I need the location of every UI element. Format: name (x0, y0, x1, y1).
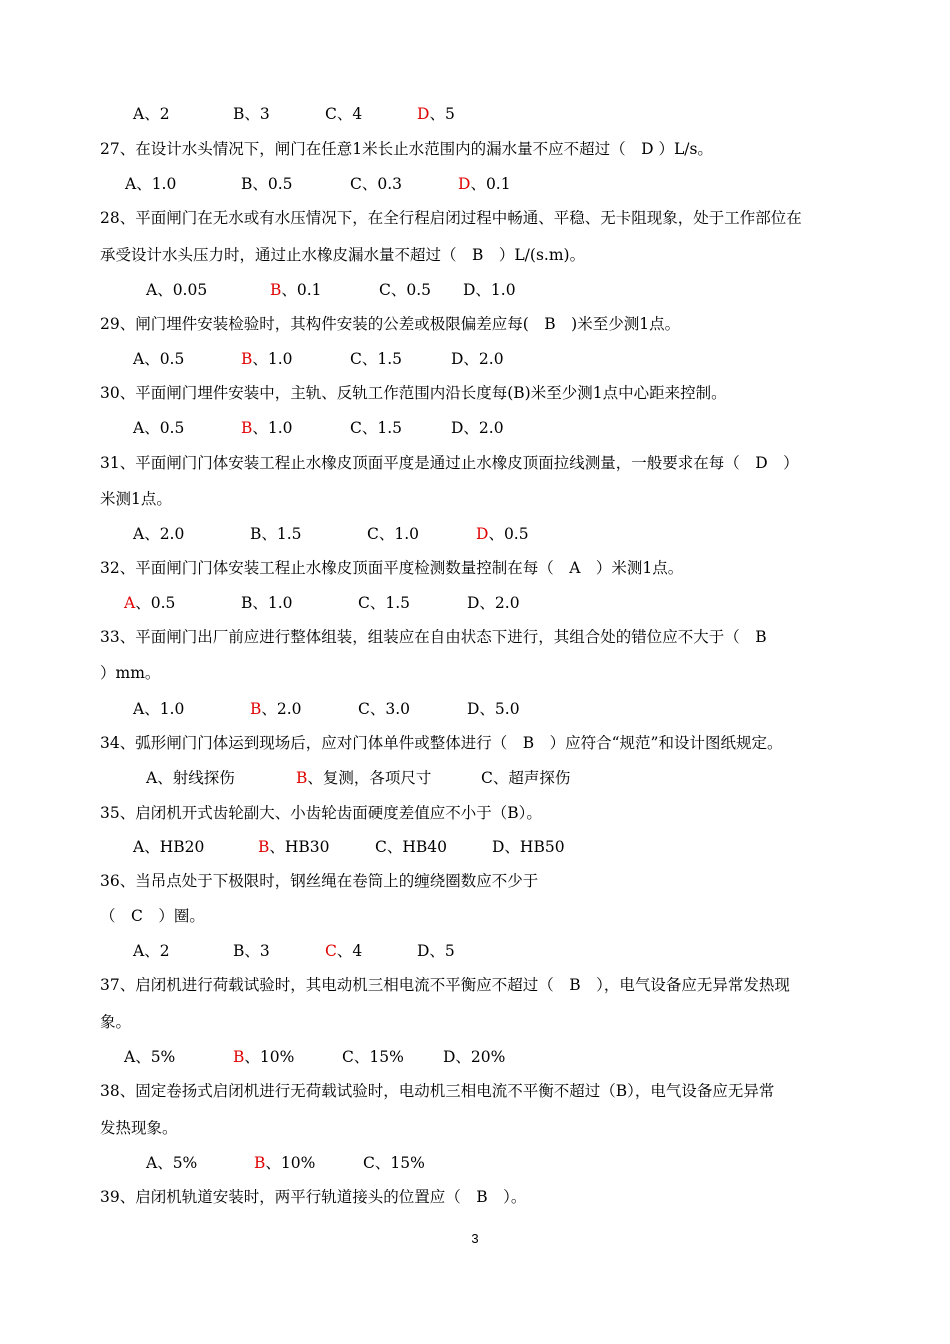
answer-letter: B (296, 769, 308, 787)
option-c: C、HB40 (375, 838, 447, 856)
option-a: A、5% (124, 1048, 176, 1066)
option-d: D、1.0 (463, 281, 516, 299)
option-b: B、3 (233, 942, 270, 960)
option-a: A、1.0 (133, 700, 185, 718)
option-a: A、2 (133, 942, 170, 960)
option-a: A、0.5 (124, 594, 176, 612)
answer-letter: B (258, 838, 270, 856)
option-c: C、4 (325, 942, 363, 960)
option-c: C、1.0 (367, 525, 420, 543)
option-d: D、0.5 (476, 525, 529, 543)
answer-letter: B (270, 281, 282, 299)
option-b: B、0.5 (241, 175, 293, 193)
answer-letter: C (325, 942, 337, 960)
option-a: A、HB20 (133, 838, 205, 856)
answer-letter: D (417, 105, 430, 123)
question-31-line1: 31、平面闸门门体安装工程止水橡皮顶面平度是通过止水橡皮顶面拉线测量，一般要求在每（ D ） (100, 454, 799, 472)
option-c: C、0.3 (350, 175, 403, 193)
question-29: 29、闸门埋件安装检验时，其构件安装的公差或极限偏差应每( B )米至少测1点。 (100, 315, 681, 333)
option-b: B、HB30 (258, 838, 330, 856)
option-d: D、2.0 (451, 350, 504, 368)
option-c: C、0.5 (379, 281, 432, 299)
option-b: B、3 (233, 105, 270, 123)
option-a: A、2 (133, 105, 170, 123)
question-32: 32、平面闸门门体安装工程止水橡皮顶面平度检测数量控制在每（ A ）米测1点。 (100, 559, 684, 577)
option-a: A、射线探伤 (146, 769, 235, 787)
option-d: D、5.0 (467, 700, 520, 718)
answer-letter: D (458, 175, 471, 193)
option-d: D、0.1 (458, 175, 511, 193)
answer-letter: B (241, 350, 253, 368)
question-38-line1: 38、固定卷扬式启闭机进行无荷载试验时，电动机三相电流不平衡不超过（B），电气设备应无异常 (100, 1082, 775, 1100)
option-b: B、1.0 (241, 419, 293, 437)
option-a: A、0.5 (133, 350, 185, 368)
answer-letter: D (476, 525, 489, 543)
option-c: C、15% (342, 1048, 404, 1066)
answer-letter: B (250, 700, 262, 718)
answer-letter: B (233, 1048, 245, 1066)
option-a: A、5% (146, 1154, 198, 1172)
question-27: 27、在设计水头情况下，闸门在任意1米长止水范围内的漏水量不应不超过（ D ）L/s。 (100, 140, 713, 158)
question-39: 39、启闭机轨道安装时，两平行轨道接头的位置应（ B ）。 (100, 1188, 527, 1206)
option-c: C、1.5 (358, 594, 411, 612)
option-b: B、2.0 (250, 700, 302, 718)
question-28-line2: 承受设计水头压力时，通过止水橡皮漏水量不超过（ B ）L/(s.m)。 (100, 246, 586, 264)
question-37-line2: 象。 (100, 1013, 132, 1031)
question-31-line2: 米测1点。 (100, 490, 172, 508)
question-38-line2: 发热现象。 (100, 1119, 178, 1137)
option-b: B、10% (254, 1154, 316, 1172)
question-34: 34、弧形闸门门体运到现场后，应对门体单件或整体进行（ B ）应符合“规范”和设计图纸规定。 (100, 734, 783, 752)
option-b: B、复测，各项尺寸 (296, 769, 432, 787)
option-b: B、0.1 (270, 281, 322, 299)
option-d: D、2.0 (451, 419, 504, 437)
option-c: C、4 (325, 105, 363, 123)
option-a: A、1.0 (125, 175, 177, 193)
question-33-line2: ）mm。 (100, 664, 161, 682)
question-30: 30、平面闸门埋件安装中，主轨、反轨工作范围内沿长度每(B)米至少测1点中心距来控制。 (100, 384, 727, 402)
option-d: D、2.0 (467, 594, 520, 612)
option-a: A、0.05 (146, 281, 208, 299)
question-35: 35、启闭机开式齿轮副大、小齿轮齿面硬度差值应不小于（B）。 (100, 804, 542, 822)
answer-letter: B (254, 1154, 266, 1172)
question-28-line1: 28、平面闸门在无水或有水压情况下，在全行程启闭过程中畅通、平稳、无卡阻现象，处于工作部位在 (100, 209, 802, 227)
option-b: B、10% (233, 1048, 295, 1066)
question-36-line2: （ C ）圈。 (100, 907, 205, 925)
option-c: C、15% (363, 1154, 425, 1172)
option-d: D、20% (443, 1048, 506, 1066)
option-a: A、0.5 (133, 419, 185, 437)
answer-letter: A (124, 594, 136, 612)
option-c: C、1.5 (350, 419, 403, 437)
option-d: D、5 (417, 105, 455, 123)
question-33-line1: 33、平面闸门出厂前应进行整体组装，组装应在自由状态下进行，其组合处的错位应不大于（ B (100, 628, 767, 646)
option-d: D、HB50 (492, 838, 565, 856)
option-a: A、2.0 (133, 525, 185, 543)
option-b: B、1.0 (241, 350, 293, 368)
option-c: C、3.0 (358, 700, 411, 718)
question-37-line1: 37、启闭机进行荷载试验时，其电动机三相电流不平衡应不超过（ B ），电气设备应无异常发热现 (100, 976, 790, 994)
question-36-line1: 36、当吊点处于下极限时，钢丝绳在卷筒上的缠绕圈数应不少于 (100, 872, 539, 890)
option-b: B、1.5 (250, 525, 302, 543)
option-c: C、1.5 (350, 350, 403, 368)
answer-letter: B (241, 419, 253, 437)
option-c: C、超声探伤 (481, 769, 571, 787)
option-d: D、5 (417, 942, 455, 960)
page-number: 3 (471, 1231, 479, 1246)
option-b: B、1.0 (241, 594, 293, 612)
